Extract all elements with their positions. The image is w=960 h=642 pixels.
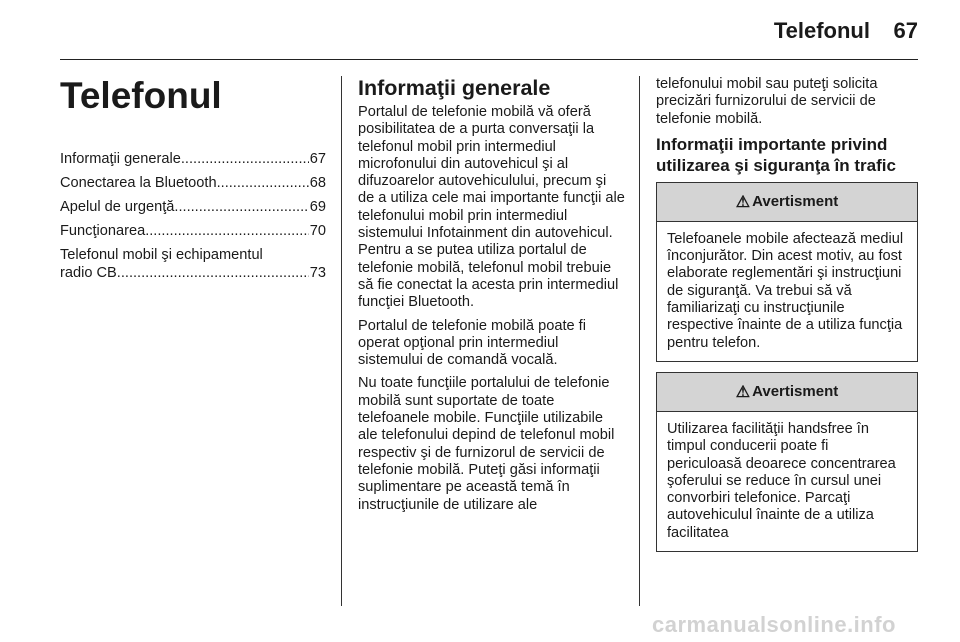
toc-page: 68 [309,175,326,191]
column-divider-2 [639,76,640,606]
toc-entry-bluetooth[interactable] [60,174,326,192]
header-rule [60,59,918,60]
toc-label: Apelul de urgenţă [60,199,175,215]
toc-label: Informaţii generale [60,151,181,167]
warning-text: Utilizarea facilităţii handsfree în timpul conducerii poate fi periculoasă deoarece concentrarea şoferului se reduce în cursul unei convorbiri telefonice. Parcaţi autovehiculul înainte de a utiliza facilitatea [667,420,896,541]
subheading: Informaţii importante privind utilizarea şi siguranţa în trafic [656,134,896,175]
general-info-column [358,76,626,520]
chapter-title: Telefonul [60,75,222,116]
paragraph: Portalul de telefonie mobilă poate fi operat opţional prin intermediul sistemului de comandă vocală. [358,317,586,369]
warning-triangle-icon: ⚠ [735,383,751,401]
toc-entry-general-info[interactable] [60,150,326,168]
toc-entry-operation[interactable] [60,222,326,240]
safety-column [656,76,922,562]
warning-title: Avertisment [752,193,839,211]
toc-entry-mobile-cb-radio[interactable] [60,246,326,282]
toc-page: 73 [309,265,326,281]
warning-header [657,183,917,222]
page-number: 67 [893,18,918,43]
toc-page: 67 [309,151,326,167]
warning-box [656,182,918,362]
paragraph: Nu toate funcţiile portalului de telefonie mobilă sunt suportate de toate telefoanele mobile. Funcţiile utilizabile ale telefonului depind de telefonul mobil respectiv şi de furnizorul de servicii de telefonie mobilă. Puteţi găsi informaţii suplimentare pe această temă în instrucţiunile de utilizare ale [358,375,615,513]
toc-entry-emergency-call[interactable] [60,198,326,216]
warning-title: Avertisment [752,383,839,401]
toc-label: Conectarea la Bluetooth [60,175,217,191]
toc-label-line1: Telefonul mobil şi echipamentul [60,247,263,263]
toc-label: radio CB [60,265,117,281]
running-title: Telefonul [773,18,870,43]
warning-box [656,372,918,552]
section-heading: Informaţii generale [358,76,551,100]
toc-label: Funcţionarea [60,223,146,239]
paragraph-continuation: telefonului mobil sau puteţi solicita precizări furnizorului de servicii de telefonie mobilă. [656,76,878,127]
warning-text: Telefoanele mobile afectează mediul înconjurător. Din acest motiv, au fost elaborate reglementări şi instrucţiuni de siguranţă. Va trebui să vă familiarizaţi cu instrucţiunile respective înainte de a utiliza funcţia pentru telefon. [667,230,904,351]
page-header [0,0,960,62]
toc-page: 69 [309,199,326,215]
warning-header [657,373,917,412]
toc-column [60,76,326,288]
watermark: carmanualsonline.info [652,612,896,637]
column-divider-1 [341,76,342,606]
warning-triangle-icon: ⚠ [735,193,751,211]
paragraph: Portalul de telefonie mobilă vă oferă posibilitatea de a purta conversaţii la telefonul mobil prin intermediul microfonului din autovehicul şi al difuzoarelor autovehiculului, precum şi de a utiliza cele mai importante funcţii ale telefonului mobil prin intermediul sistemului Infotainment din autovehicul. Pentru a se putea utiliza portalul de telefonie mobilă, telefonul mobil trebuie să fie conectat la acesta prin intermediul funcţiei Bluetooth. [358,104,625,311]
toc-page: 70 [309,223,326,239]
